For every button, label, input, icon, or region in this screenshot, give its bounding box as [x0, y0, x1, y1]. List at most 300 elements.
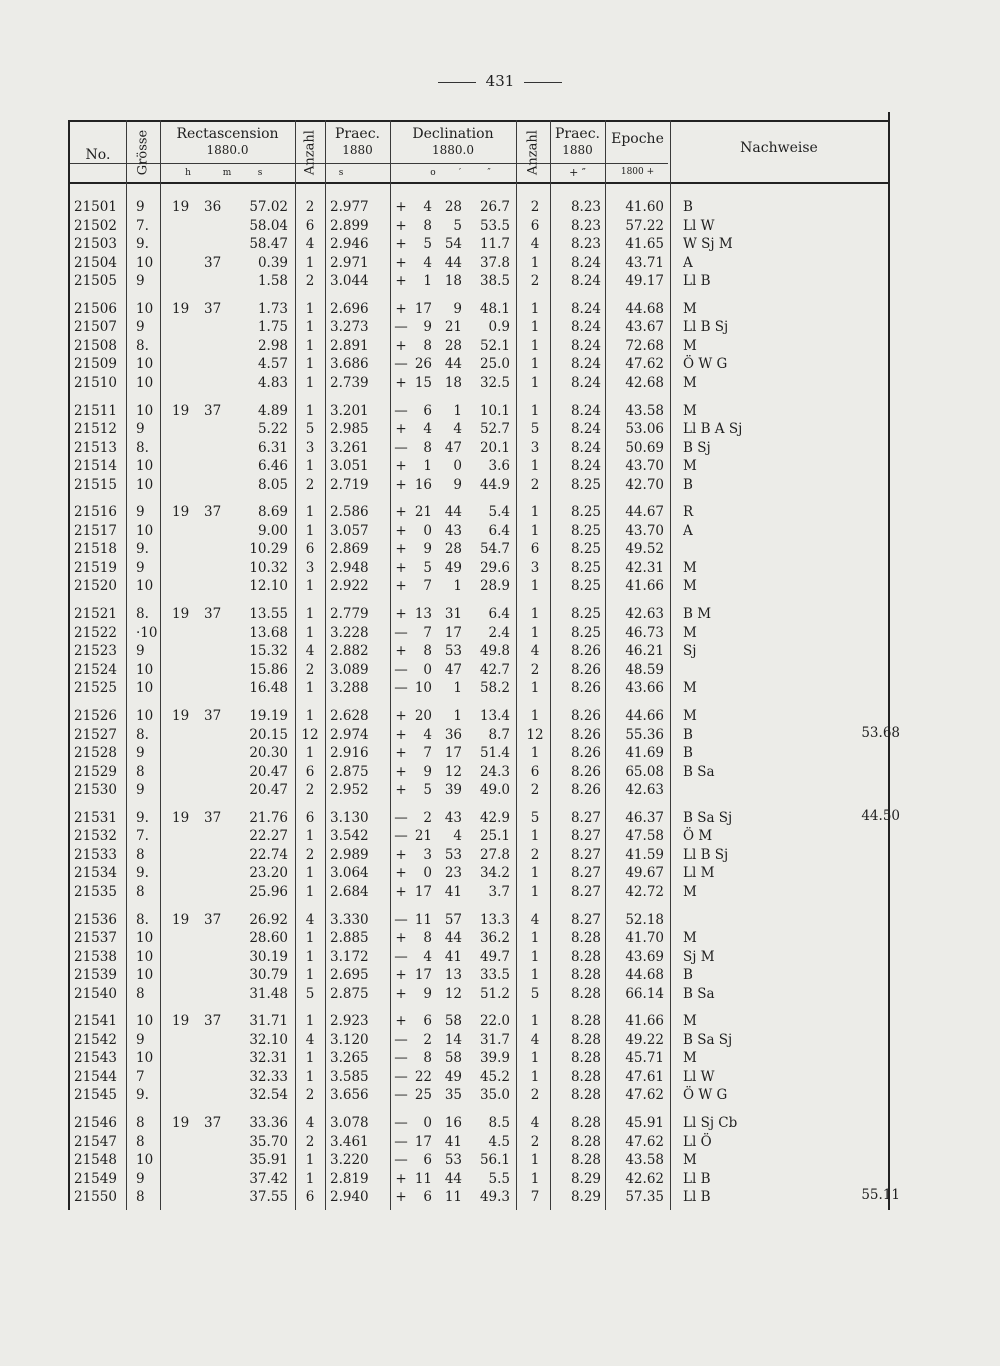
magnitude: 10 — [136, 374, 154, 391]
epoch: 44.66 — [625, 708, 664, 724]
epoch: 46.37 — [625, 809, 664, 826]
ra-count: 2 — [305, 476, 315, 493]
decl-precession: 8.27 — [570, 911, 601, 928]
star-number: 21537 — [74, 930, 117, 947]
ra-seconds: 22.27 — [249, 828, 288, 845]
decl-precession: 8.27 — [570, 846, 601, 863]
decl-degrees: 7 — [423, 624, 432, 641]
ra-count: 2 — [305, 846, 315, 863]
decl-precession: 8.28 — [570, 985, 601, 1002]
decl-seconds: 52.1 — [479, 337, 510, 354]
star-number: 21531 — [74, 809, 117, 826]
decl-minutes: 44 — [444, 504, 462, 521]
epoch: 43.69 — [625, 948, 664, 965]
magnitude: 9 — [136, 1170, 145, 1187]
ra-count: 2 — [305, 273, 315, 289]
unit-epoche: 1800 + — [620, 167, 655, 177]
decl-count: 5 — [530, 809, 540, 826]
left-border — [68, 120, 70, 1210]
decl-degrees: 10 — [414, 680, 432, 697]
ra-precession: 2.739 — [330, 374, 369, 391]
decl-precession: 8.28 — [570, 930, 601, 947]
decl-seconds: 54.7 — [479, 541, 510, 558]
decl-sign: + — [395, 254, 407, 271]
decl-degrees: 6 — [423, 402, 432, 419]
epoch: 55.36 — [625, 726, 664, 743]
decl-minutes: 53 — [444, 1152, 462, 1169]
ra-count: 5 — [305, 985, 315, 1002]
ra-count: 2 — [305, 782, 315, 798]
references: M — [683, 337, 697, 354]
decl-sign: + — [395, 883, 407, 900]
magnitude: 9 — [136, 745, 145, 761]
decl-degrees: 11 — [414, 911, 432, 928]
decl-degrees: 20 — [414, 708, 432, 724]
ra-seconds: 31.48 — [249, 985, 288, 1002]
star-number: 21540 — [74, 985, 117, 1002]
decl-sign: + — [395, 930, 407, 947]
decl-precession: 8.26 — [570, 661, 601, 678]
star-number: 21541 — [74, 1013, 117, 1030]
epoch: 45.91 — [625, 1115, 664, 1132]
decl-seconds: 2.4 — [488, 624, 510, 641]
epoch: 43.67 — [625, 319, 664, 336]
ra-seconds: 12.10 — [249, 578, 288, 595]
decl-degrees: 3 — [423, 846, 432, 863]
ra-seconds: 32.31 — [249, 1050, 288, 1067]
epoch: 49.22 — [625, 1031, 664, 1048]
decl-precession: 8.26 — [570, 763, 601, 780]
magnitude: 10 — [136, 930, 154, 947]
ra-seconds: 32.10 — [249, 1031, 288, 1048]
decl-minutes: 16 — [444, 1115, 462, 1132]
decl-precession: 8.23 — [570, 217, 601, 234]
decl-count: 1 — [530, 319, 540, 336]
star-number: 21505 — [74, 273, 117, 289]
col-rule — [605, 120, 606, 1210]
decl-seconds: 25.1 — [479, 828, 510, 845]
decl-count: 12 — [526, 726, 544, 743]
ra-count: 1 — [305, 930, 315, 947]
ra-precession: 3.228 — [330, 624, 369, 641]
decl-count: 1 — [530, 1170, 540, 1187]
references: B Sa Sj — [683, 809, 733, 826]
ra-hours: 19 — [172, 911, 190, 928]
ra-precession: 3.686 — [330, 356, 369, 373]
epoch: 50.69 — [625, 439, 664, 456]
decl-count: 3 — [530, 439, 540, 456]
magnitude: 8 — [136, 1133, 145, 1150]
decl-minutes: 58 — [444, 1050, 462, 1067]
magnitude: 7. — [136, 217, 149, 234]
decl-minutes: 1 — [453, 402, 462, 419]
decl-sign: — — [394, 948, 408, 965]
decl-seconds: 56.1 — [479, 1152, 510, 1169]
decl-sign: + — [395, 273, 407, 289]
ra-count: 5 — [305, 421, 315, 438]
decl-count: 2 — [530, 273, 540, 289]
magnitude: 8 — [136, 1115, 145, 1132]
decl-sign: — — [394, 1115, 408, 1132]
star-number: 21515 — [74, 476, 117, 493]
decl-minutes: 14 — [444, 1031, 462, 1048]
magnitude: 9 — [136, 559, 145, 576]
references: B Sa — [683, 763, 715, 780]
references: B M — [683, 606, 712, 623]
ra-count: 2 — [305, 1087, 315, 1104]
decl-minutes: 5 — [453, 217, 462, 234]
ra-seconds: 15.86 — [249, 661, 288, 678]
decl-sign: + — [395, 606, 407, 623]
decl-precession: 8.28 — [570, 1115, 601, 1132]
ra-seconds: 30.79 — [249, 967, 288, 984]
ra-count: 6 — [305, 541, 315, 558]
decl-minutes: 23 — [444, 865, 462, 882]
star-number: 21522 — [74, 624, 117, 641]
decl-seconds: 29.6 — [479, 559, 510, 576]
magnitude: 10 — [136, 948, 154, 965]
ra-precession: 3.078 — [330, 1115, 369, 1132]
ra-seconds: 13.55 — [249, 606, 288, 623]
unit-s: s — [257, 168, 263, 178]
references: Ll B — [683, 273, 711, 289]
decl-sign: — — [394, 356, 408, 373]
decl-count: 1 — [530, 458, 540, 475]
decl-minutes: 4 — [453, 421, 462, 438]
ra-count: 3 — [305, 559, 315, 576]
ra-precession: 2.719 — [330, 476, 369, 493]
decl-count: 1 — [530, 578, 540, 595]
star-number: 21514 — [74, 458, 117, 475]
ra-count: 1 — [305, 1152, 315, 1169]
decl-minutes: 43 — [444, 522, 462, 539]
decl-count: 1 — [530, 374, 540, 391]
decl-count: 2 — [530, 782, 540, 798]
epoch: 41.70 — [625, 930, 664, 947]
decl-sign: + — [395, 1170, 407, 1187]
ra-count: 3 — [305, 439, 315, 456]
references: M — [683, 374, 697, 391]
ra-precession: 2.922 — [330, 578, 369, 595]
decl-count: 1 — [530, 680, 540, 697]
header-bottom-rule — [68, 182, 890, 184]
star-number: 21547 — [74, 1133, 117, 1150]
ra-precession: 3.064 — [330, 865, 369, 882]
decl-count: 2 — [530, 476, 540, 493]
decl-sign: + — [395, 559, 407, 576]
references: M — [683, 624, 697, 641]
star-number: 21543 — [74, 1050, 117, 1067]
magnitude: 7. — [136, 828, 149, 845]
decl-sign: + — [395, 967, 407, 984]
magnitude: 9. — [136, 541, 149, 558]
ra-seconds: 37.55 — [249, 1189, 288, 1206]
ra-count: 4 — [305, 1031, 315, 1048]
ra-count: 1 — [305, 319, 315, 336]
decl-precession: 8.26 — [570, 726, 601, 743]
header-ra-year: 1880.0 — [206, 143, 249, 157]
ra-precession: 3.220 — [330, 1152, 369, 1169]
decl-sign: — — [394, 402, 408, 419]
decl-sign: + — [395, 865, 407, 882]
decl-count: 1 — [530, 745, 540, 761]
references: M — [683, 458, 697, 475]
decl-degrees: 9 — [423, 763, 432, 780]
header-groesse: Grösse — [135, 129, 151, 176]
margin-note: 44.50 — [861, 807, 900, 824]
magnitude: 9. — [136, 865, 149, 882]
epoch: 53.06 — [625, 421, 664, 438]
ra-seconds: 20.47 — [249, 763, 288, 780]
decl-count: 6 — [530, 541, 540, 558]
star-number: 21518 — [74, 541, 117, 558]
references: Ll Ö — [683, 1133, 712, 1150]
decl-degrees: 4 — [423, 726, 432, 743]
ra-count: 1 — [305, 865, 315, 882]
right-border — [888, 112, 890, 1210]
decl-count: 1 — [530, 300, 540, 317]
decl-precession: 8.28 — [570, 948, 601, 965]
ra-seconds: 13.68 — [249, 624, 288, 641]
ra-precession: 3.288 — [330, 680, 369, 697]
epoch: 41.59 — [625, 846, 664, 863]
decl-seconds: 49.0 — [479, 782, 510, 798]
decl-count: 4 — [530, 236, 540, 252]
decl-degrees: 4 — [423, 199, 432, 215]
ra-seconds: 5.22 — [257, 421, 288, 438]
ra-seconds: 33.36 — [249, 1115, 288, 1132]
ra-precession: 2.916 — [330, 745, 369, 761]
ra-seconds: 25.96 — [249, 883, 288, 900]
magnitude: 8. — [136, 439, 149, 456]
col-rule — [126, 120, 127, 1210]
decl-minutes: 57 — [444, 911, 462, 928]
header-praec-year: 1880 — [342, 143, 373, 157]
decl-minutes: 0 — [453, 458, 462, 475]
decl-degrees: 0 — [423, 661, 432, 678]
decl-minutes: 47 — [444, 661, 462, 678]
decl-seconds: 11.7 — [479, 236, 510, 252]
ra-minutes: 37 — [204, 504, 222, 521]
decl-degrees: 17 — [414, 967, 432, 984]
decl-seconds: 6.4 — [488, 522, 510, 539]
magnitude: 10 — [136, 661, 154, 678]
ra-precession: 3.120 — [330, 1031, 369, 1048]
magnitude: 10 — [136, 708, 154, 724]
decl-precession: 8.28 — [570, 967, 601, 984]
magnitude: 10 — [136, 1152, 154, 1169]
decl-degrees: 25 — [414, 1087, 432, 1104]
decl-minutes: 44 — [444, 1170, 462, 1187]
magnitude: 9 — [136, 273, 145, 289]
decl-minutes: 44 — [444, 930, 462, 947]
decl-sign: — — [394, 680, 408, 697]
decl-precession: 8.24 — [570, 273, 601, 289]
decl-seconds: 34.2 — [479, 865, 510, 882]
star-number: 21503 — [74, 236, 117, 252]
references: M — [683, 930, 697, 947]
decl-precession: 8.24 — [570, 439, 601, 456]
references: M — [683, 1013, 697, 1030]
ra-precession: 3.261 — [330, 439, 369, 456]
decl-seconds: 33.5 — [479, 967, 510, 984]
ra-hours: 19 — [172, 1115, 190, 1132]
references: M — [683, 708, 697, 724]
decl-seconds: 4.5 — [488, 1133, 510, 1150]
star-number: 21542 — [74, 1031, 117, 1048]
ra-precession: 3.542 — [330, 828, 369, 845]
star-number: 21544 — [74, 1068, 117, 1085]
decl-sign: + — [395, 745, 407, 761]
decl-seconds: 58.2 — [479, 680, 510, 697]
margin-note: 55.11 — [861, 1187, 900, 1204]
decl-sign: + — [395, 726, 407, 743]
decl-degrees: 16 — [414, 476, 432, 493]
decl-seconds: 49.7 — [479, 948, 510, 965]
decl-degrees: 5 — [423, 236, 432, 252]
ra-count: 1 — [305, 356, 315, 373]
star-number: 21550 — [74, 1189, 117, 1206]
epoch: 48.59 — [625, 661, 664, 678]
decl-count: 4 — [530, 911, 540, 928]
decl-sign: + — [395, 846, 407, 863]
decl-sign: + — [395, 522, 407, 539]
decl-count: 1 — [530, 402, 540, 419]
ra-count: 1 — [305, 680, 315, 697]
magnitude: 10 — [136, 402, 154, 419]
magnitude: 9. — [136, 1087, 149, 1104]
magnitude: 10 — [136, 967, 154, 984]
col-rule — [390, 120, 391, 1210]
magnitude: 10 — [136, 680, 154, 697]
ra-count: 6 — [305, 1189, 315, 1206]
ra-count: 4 — [305, 911, 315, 928]
ra-minutes: 37 — [204, 1115, 222, 1132]
decl-count: 1 — [530, 883, 540, 900]
ra-seconds: 2.98 — [257, 337, 288, 354]
ra-precession: 2.684 — [330, 883, 369, 900]
references: M — [683, 680, 697, 697]
decl-sign: — — [394, 1031, 408, 1048]
decl-seconds: 42.7 — [479, 661, 510, 678]
epoch: 42.72 — [625, 883, 664, 900]
decl-minutes: 44 — [444, 356, 462, 373]
references: M — [683, 1050, 697, 1067]
decl-degrees: 8 — [423, 643, 432, 660]
header-epoche: Epoche — [611, 131, 664, 147]
decl-minutes: 28 — [444, 541, 462, 558]
decl-sign: + — [395, 782, 407, 798]
star-number: 21521 — [74, 606, 117, 623]
magnitude: 10 — [136, 300, 154, 317]
ra-seconds: 20.30 — [249, 745, 288, 761]
ra-minutes: 37 — [204, 809, 222, 826]
ra-seconds: 30.19 — [249, 948, 288, 965]
decl-precession: 8.23 — [570, 199, 601, 215]
ra-seconds: 6.31 — [257, 439, 288, 456]
magnitude: 8 — [136, 763, 145, 780]
star-number: 21506 — [74, 300, 117, 317]
decl-count: 1 — [530, 337, 540, 354]
decl-count: 1 — [530, 967, 540, 984]
decl-sign: — — [394, 809, 408, 826]
ra-precession: 3.273 — [330, 319, 369, 336]
references: M — [683, 559, 697, 576]
decl-degrees: 2 — [423, 809, 432, 826]
decl-degrees: 8 — [423, 337, 432, 354]
star-number: 21510 — [74, 374, 117, 391]
decl-minutes: 28 — [444, 337, 462, 354]
table-top-rule — [68, 120, 890, 122]
ra-count: 2 — [305, 199, 315, 215]
col-rule — [516, 120, 517, 1210]
magnitude: 10 — [136, 476, 154, 493]
ra-seconds: 6.46 — [257, 458, 288, 475]
decl-sign: + — [395, 1189, 407, 1206]
col-rule — [160, 120, 161, 1210]
ra-precession: 2.869 — [330, 541, 369, 558]
star-number: 21520 — [74, 578, 117, 595]
decl-precession: 8.27 — [570, 828, 601, 845]
decl-precession: 8.28 — [570, 1152, 601, 1169]
star-number: 21508 — [74, 337, 117, 354]
epoch: 42.31 — [625, 559, 664, 576]
decl-degrees: 8 — [423, 439, 432, 456]
decl-sign: + — [395, 763, 407, 780]
epoch: 44.68 — [625, 967, 664, 984]
ra-count: 1 — [305, 1013, 315, 1030]
decl-degrees: 9 — [423, 541, 432, 558]
header-anzahl2: Anzahl — [525, 130, 541, 175]
ra-hours: 19 — [172, 606, 190, 623]
ra-hours: 19 — [172, 504, 190, 521]
ra-count: 1 — [305, 948, 315, 965]
ra-count: 2 — [305, 1133, 315, 1150]
ra-precession: 2.899 — [330, 217, 369, 234]
decl-precession: 8.26 — [570, 643, 601, 660]
decl-seconds: 38.5 — [479, 273, 510, 289]
decl-seconds: 13.4 — [479, 708, 510, 724]
magnitude: 9 — [136, 782, 145, 798]
decl-sign: — — [394, 911, 408, 928]
decl-seconds: 8.7 — [488, 726, 510, 743]
decl-minutes: 13 — [444, 967, 462, 984]
decl-precession: 8.27 — [570, 865, 601, 882]
ra-minutes: 37 — [204, 300, 222, 317]
decl-seconds: 10.1 — [479, 402, 510, 419]
magnitude: 8 — [136, 883, 145, 900]
epoch: 43.70 — [625, 458, 664, 475]
ra-precession: 2.891 — [330, 337, 369, 354]
epoch: 47.58 — [625, 828, 664, 845]
decl-sign: + — [395, 578, 407, 595]
ra-precession: 2.971 — [330, 254, 369, 271]
header-ra: Rectascension — [176, 126, 279, 142]
ra-precession: 3.089 — [330, 661, 369, 678]
references: Ll B A Sj — [683, 421, 743, 438]
unit-arcsec: ″ — [487, 168, 491, 178]
decl-count: 7 — [530, 1189, 540, 1206]
ra-count: 1 — [305, 624, 315, 641]
ra-seconds: 4.57 — [257, 356, 288, 373]
ra-minutes: 37 — [204, 1013, 222, 1030]
magnitude: 10 — [136, 254, 154, 271]
ra-hours: 19 — [172, 402, 190, 419]
star-number: 21511 — [74, 402, 117, 419]
decl-precession: 8.24 — [570, 356, 601, 373]
decl-seconds: 42.9 — [479, 809, 510, 826]
epoch: 49.17 — [625, 273, 664, 289]
